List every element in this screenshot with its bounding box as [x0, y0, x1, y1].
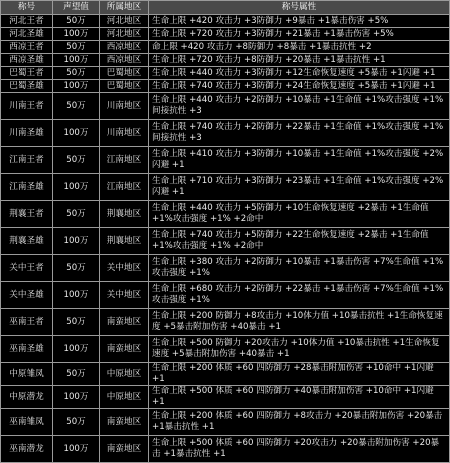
row-title: 巫南圣雄 — [1, 336, 53, 363]
row-attributes: 生命上限 +440 攻击力 +5防御力 +10生命恢复速度 +2暴击 +1生命值 +1%攻击强度 +1% +2命中 — [149, 201, 450, 228]
row-attributes: 生命上限 +200 体质 +60 四防御力 +8攻击力 +20暴击附加伤害 +20暴击 +1暴击抗性 +1 — [149, 409, 450, 436]
table-row — [1, 80, 450, 93]
row-prestige: 100万 — [53, 174, 100, 201]
table-row — [1, 436, 450, 463]
row-prestige: 100万 — [53, 54, 100, 67]
table-row — [1, 120, 450, 147]
row-region: 南蛮地区 — [100, 436, 149, 463]
row-region: 西凉地区 — [100, 41, 149, 54]
row-title: 关中王者 — [1, 255, 53, 282]
row-attributes: 生命上限 +720 攻击力 +3防御力 +21暴击 +1暴击伤害 +5% — [149, 28, 450, 41]
row-prestige: 100万 — [53, 336, 100, 363]
row-attributes: 生命上限 +410 攻击力 +3防御力 +10暴击 +1生命值 +1%攻击强度 +2%闪避 +1 — [149, 147, 450, 174]
row-region: 川南地区 — [100, 93, 149, 120]
table-row — [1, 386, 450, 409]
row-region: 中原地区 — [100, 363, 149, 386]
row-region: 关中地区 — [100, 255, 149, 282]
row-region: 关中地区 — [100, 282, 149, 309]
row-prestige: 50万 — [53, 309, 100, 336]
row-region: 荆襄地区 — [100, 201, 149, 228]
table-row — [1, 336, 450, 363]
table-row — [1, 255, 450, 282]
row-prestige: 50万 — [53, 15, 100, 28]
row-region: 南蛮地区 — [100, 309, 149, 336]
row-attributes: 生命上限 +710 攻击力 +3防御力 +23暴击 +1生命值 +1%攻击强度 +2%闪避 +1 — [149, 174, 450, 201]
row-prestige: 50万 — [53, 41, 100, 54]
row-attributes: 生命上限 +500 体质 +60 四防御力 +20攻击力 +20暴击附加伤害 +20暴击 +1暴击抗性 +1 — [149, 436, 450, 463]
row-title: 河北圣雄 — [1, 28, 53, 41]
table-header-row — [1, 1, 450, 15]
row-prestige: 100万 — [53, 120, 100, 147]
row-region: 江南地区 — [100, 147, 149, 174]
table-row — [1, 15, 450, 28]
row-region: 巴蜀地区 — [100, 80, 149, 93]
row-prestige: 100万 — [53, 436, 100, 463]
row-title: 巴蜀王者 — [1, 67, 53, 80]
row-prestige: 50万 — [53, 255, 100, 282]
row-attributes: 生命上限 +500 防御力 +20攻击力 +10体力值 +10暴击抗性 +1生命恢复速度 +5暴击附加伤害 +40暴击 +1 — [149, 336, 450, 363]
row-prestige: 100万 — [53, 228, 100, 255]
table-row — [1, 147, 450, 174]
row-attributes: 生命上限 +740 攻击力 +5防御力 +22生命恢复速度 +2暴击 +1生命值 +1%攻击强度 +1% +2命中 — [149, 228, 450, 255]
row-region: 川南地区 — [100, 120, 149, 147]
row-title: 西凉王者 — [1, 41, 53, 54]
row-region: 荆襄地区 — [100, 228, 149, 255]
row-prestige: 100万 — [53, 80, 100, 93]
row-prestige: 50万 — [53, 409, 100, 436]
row-attributes: 生命上限 +740 攻击力 +3防御力 +24生命恢复速度 +5暴击 +1闪避 +1 — [149, 80, 450, 93]
header-region: 所属地区 — [100, 1, 149, 15]
row-title: 中原雏凤 — [1, 363, 53, 386]
row-prestige: 100万 — [53, 282, 100, 309]
row-region: 河北地区 — [100, 15, 149, 28]
row-attributes: 生命上限 +380 攻击力 +2防御力 +10暴击 +1暴击伤害 +7%生命值 +1%攻击强度 +1% — [149, 255, 450, 282]
row-title: 巫南潜龙 — [1, 436, 53, 463]
row-region: 江南地区 — [100, 174, 149, 201]
row-region: 南蛮地区 — [100, 409, 149, 436]
header-title: 称号 — [1, 1, 53, 15]
row-prestige: 100万 — [53, 28, 100, 41]
row-attributes: 生命上限 +200 体质 +60 四防御力 +28暴击附加伤害 +10命中 +1闪避 +1 — [149, 363, 450, 386]
row-title: 关中圣雄 — [1, 282, 53, 309]
row-attributes: 生命上限 +740 攻击力 +2防御力 +22暴击 +1生命值 +1%攻击强度 +1%间接抗性 +3 — [149, 120, 450, 147]
header-attributes: 称号属性 — [149, 1, 450, 15]
table-row — [1, 228, 450, 255]
row-title: 川南王者 — [1, 93, 53, 120]
table-row — [1, 309, 450, 336]
row-attributes: 生命上限 +680 攻击力 +2防御力 +22暴击 +1暴击伤害 +7%生命值 +1%攻击强度 +1% — [149, 282, 450, 309]
table-row — [1, 67, 450, 80]
table-row — [1, 54, 450, 67]
row-attributes: 生命上限 +440 攻击力 +3防御力 +12生命恢复速度 +5暴击 +1闪避 +1 — [149, 67, 450, 80]
row-attributes: 生命上限 +440 攻击力 +2防御力 +10暴击 +1生命值 +1%攻击强度 +1%间接抗性 +3 — [149, 93, 450, 120]
row-region: 西凉地区 — [100, 54, 149, 67]
table-row — [1, 282, 450, 309]
row-region: 南蛮地区 — [100, 336, 149, 363]
row-attributes: 生命上限 +200 防御力 +8攻击力 +10体力值 +10暴击抗性 +1生命恢复速度 +5暴击附加伤害 +40暴击 +1 — [149, 309, 450, 336]
row-region: 河北地区 — [100, 28, 149, 41]
row-title: 江南王者 — [1, 147, 53, 174]
table-row — [1, 201, 450, 228]
row-attributes: 生命上限 +500 体质 +60 四防御力 +40暴击附加伤害 +10命中 +1闪避 +1 — [149, 386, 450, 409]
row-prestige: 50万 — [53, 363, 100, 386]
table-row — [1, 28, 450, 41]
row-prestige: 50万 — [53, 147, 100, 174]
row-region: 巴蜀地区 — [100, 67, 149, 80]
row-attributes: 生命上限 +420 攻击力 +3防御力 +9暴击 +1暴击伤害 +5% — [149, 15, 450, 28]
row-title: 河北王者 — [1, 15, 53, 28]
row-title: 巫南王者 — [1, 309, 53, 336]
row-title: 巴蜀圣雄 — [1, 80, 53, 93]
row-title: 荆襄圣雄 — [1, 228, 53, 255]
row-title: 巫南雏凤 — [1, 409, 53, 436]
row-title: 川南圣雄 — [1, 120, 53, 147]
row-prestige: 50万 — [53, 93, 100, 120]
row-prestige: 50万 — [53, 201, 100, 228]
row-attributes: 命上限 +420 攻击力 +8防御力 +8暴击 +1暴击抗性 +2 — [149, 41, 450, 54]
row-title: 中原潜龙 — [1, 386, 53, 409]
row-title: 荆襄王者 — [1, 201, 53, 228]
table-row — [1, 409, 450, 436]
table-body — [1, 15, 450, 463]
row-title: 西凉圣雄 — [1, 54, 53, 67]
row-title: 江南圣雄 — [1, 174, 53, 201]
table-row — [1, 363, 450, 386]
table-row — [1, 174, 450, 201]
row-attributes: 生命上限 +720 攻击力 +8防御力 +20暴击 +1暴击抗性 +1 — [149, 54, 450, 67]
header-prestige: 声望值 — [53, 1, 100, 15]
table-row — [1, 41, 450, 54]
row-prestige: 100万 — [53, 386, 100, 409]
row-region: 中原地区 — [100, 386, 149, 409]
table-row — [1, 93, 450, 120]
row-prestige: 50万 — [53, 67, 100, 80]
